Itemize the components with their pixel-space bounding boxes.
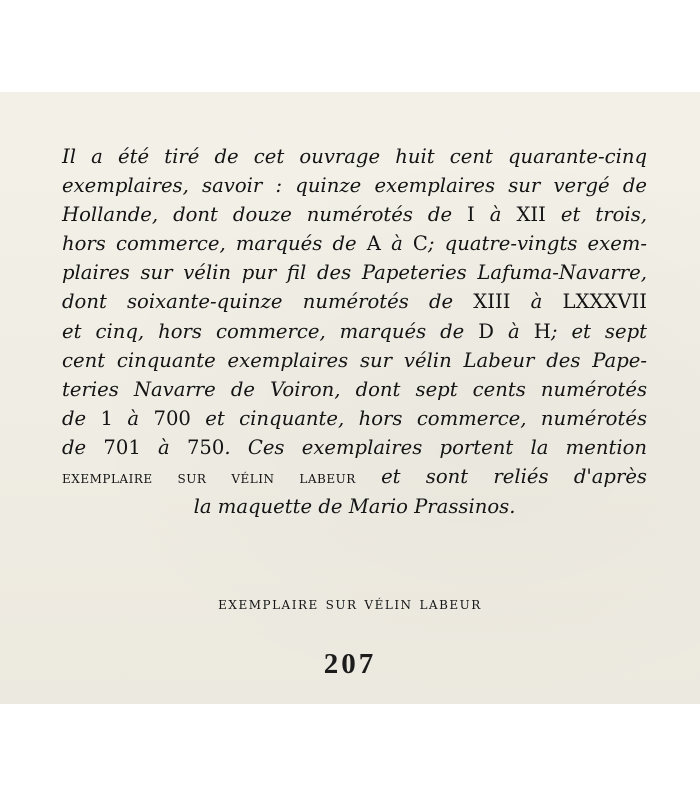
- colophon-line: [62, 433, 647, 462]
- colophon-line: [62, 404, 647, 433]
- colophon-text: et trois,: [545, 203, 647, 227]
- colophon-text: à: [140, 435, 187, 459]
- colophon-line: la maquette de Mario Prassinos.: [193, 495, 516, 519]
- colophon-text: de: [62, 406, 101, 430]
- colophon-text: dont soixante-quinze numérotés de: [62, 290, 474, 314]
- colophon-line: Il a été tiré de cet ouvrage huit cent quarante-cinq: [62, 145, 647, 168]
- colophon-line: [62, 200, 647, 229]
- colophon-text: et sont reliés d'après: [355, 465, 647, 489]
- colophon-text: et cinq, hors commerce, marqués de: [62, 319, 479, 343]
- colophon-line: [62, 229, 647, 258]
- arabic-numeral: 1: [100, 406, 114, 430]
- colophon-page: [0, 92, 700, 704]
- roman-numeral: XIII: [473, 290, 511, 314]
- colophon-text: ; quatre-vingts exem-: [427, 232, 647, 256]
- copy-number: 207: [323, 648, 377, 680]
- arabic-numeral: 750: [186, 435, 225, 459]
- edition-mention: exemplaire sur vélin labeur: [218, 594, 482, 614]
- colophon-text: ; et sept: [550, 319, 647, 343]
- colophon-text: de: [62, 435, 104, 459]
- colophon-text: . Ces exemplaires portent la mention: [224, 435, 648, 459]
- arabic-numeral: 700: [153, 406, 191, 430]
- justification-du-tirage: [62, 142, 647, 521]
- colophon-text: à: [494, 319, 534, 343]
- colophon-line: [62, 462, 647, 492]
- arabic-numeral: 701: [103, 435, 141, 459]
- colophon-line: [62, 317, 647, 346]
- colophon-text: à: [380, 232, 413, 256]
- colophon-text: et cinquante, hors commerce, numérotés: [190, 406, 648, 430]
- colophon-text: à: [510, 290, 563, 314]
- series-letter: A: [366, 232, 381, 256]
- colophon-line: [62, 287, 647, 316]
- colophon-line: cent cinquante exemplaires sur vélin Labeur des Pape-: [62, 348, 647, 372]
- colophon-text: à: [474, 203, 517, 227]
- colophon-line: plaires sur vélin pur fil des Papeteries Lafuma-Navarre,: [62, 261, 647, 285]
- colophon-line: teries Navarre de Voiron, dont sept cents numérotés: [62, 377, 647, 401]
- series-letter: H: [533, 319, 551, 343]
- small-caps-mention: exemplaire sur vélin labeur: [62, 467, 356, 488]
- roman-numeral: LXXXVII: [562, 290, 647, 314]
- colophon-text: à: [113, 406, 154, 430]
- roman-numeral: I: [467, 203, 475, 227]
- colophon-text: Hollande, dont douze numérotés de: [62, 203, 468, 227]
- roman-numeral: XII: [516, 203, 546, 227]
- colophon-line: exemplaires, savoir : quinze exemplaires sur vergé de: [62, 174, 647, 198]
- series-letter: D: [478, 319, 495, 343]
- series-letter: C: [412, 232, 428, 256]
- colophon-text: hors commerce, marqués de: [62, 232, 367, 256]
